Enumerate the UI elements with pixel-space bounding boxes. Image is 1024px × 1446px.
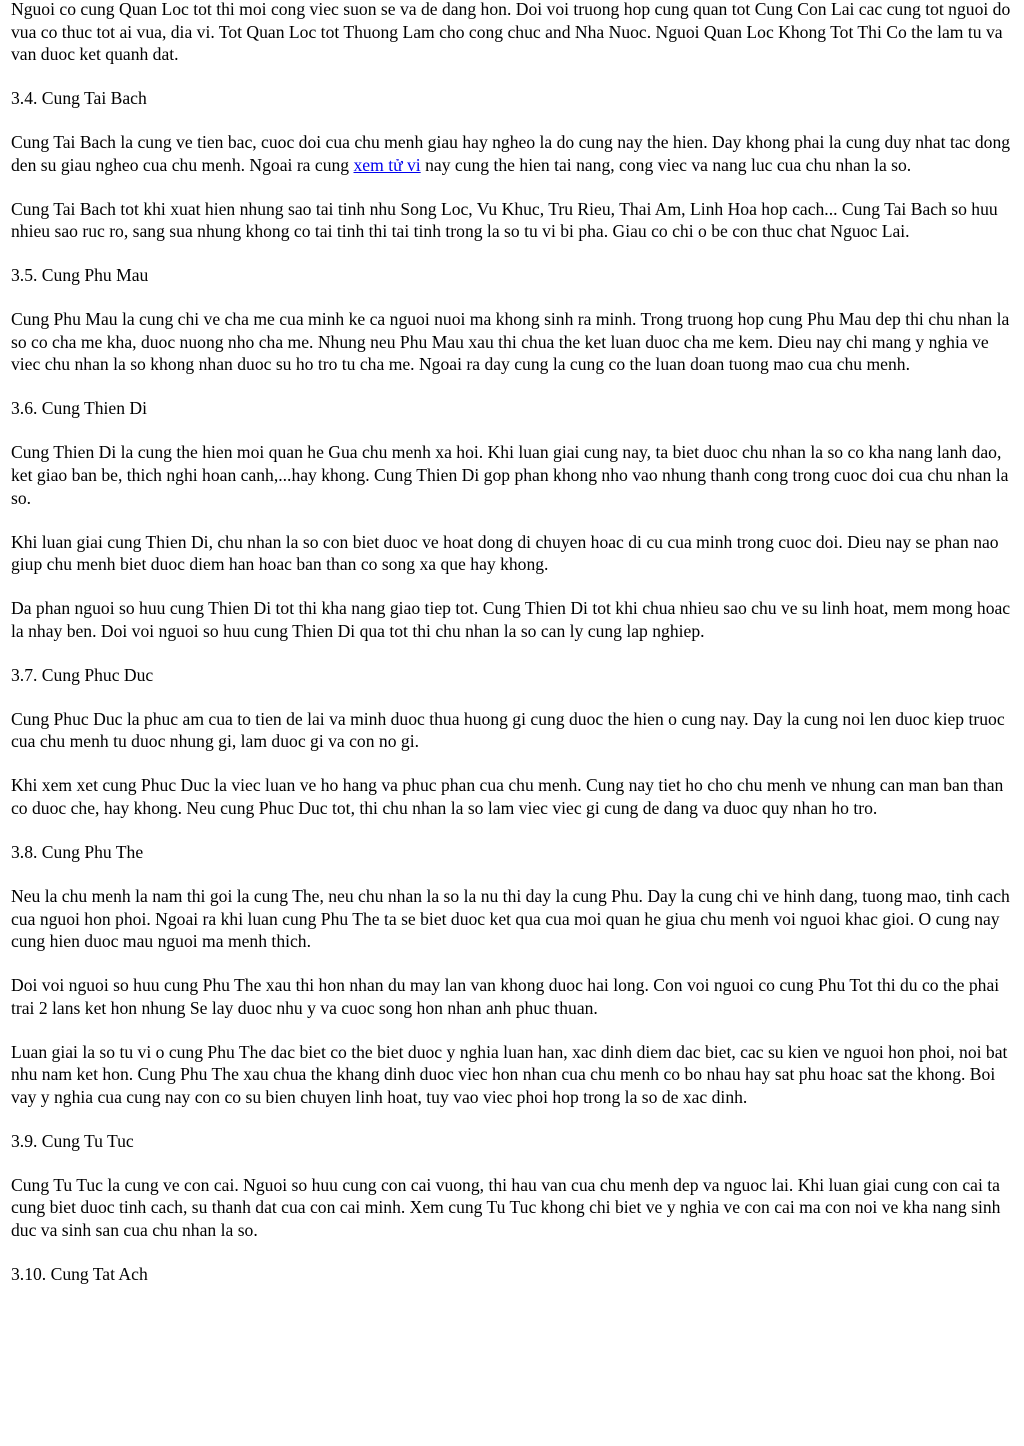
paragraph-3-4-b: Cung Tai Bach tot khi xuat hien nhung sao tai tinh nhu Song Loc, Vu Khuc, Tru Rieu, Thai Am, Linh Hoa hop cach... Cung Tai Bach so huu nhieu sao ruc ro, sang sua nhung khong co tai tinh thi tai tinh trong la so tu vi bi pha. Giau co chi o be con thuc chat Nguoc Lai. [11,198,998,242]
xem-tu-vi-link[interactable]: xem tử vi [353,154,421,175]
intro-paragraph: Nguoi co cung Quan Loc tot thi moi cong viec suon se va de dang hon. Doi voi truong hop cung quan tot Cung Con Lai cac cung tot nguoi do vua co thuc tot ai vua, dia vi. Tot Quan Loc tot Thuong Lam cho cong chuc and Nha Nuoc. Nguoi Quan Loc Khong Tot Thi Co the lam tu va van duoc ket quanh dat. [11,0,1011,65]
paragraph-3-4-a-text-after: nay cung the hien tai nang, cong viec va nang luc cua chu nhan la so. [420,154,912,175]
paragraph-3-8-c: Luan giai la so tu vi o cung Phu The dac biet co the biet duoc y nghia luan han, xac dinh diem dac biet, cac su kien ve nguoi hon phoi, noi bat nhu nam ket hon. Cung Phu The xau chua the khang dinh duoc viec hon nhan cua chu menh co bo nhau hay sat phu hoac sat the khong. Boi vay y nghia cua cung nay con co su bien chuyen linh hoat, tuy vao viec phoi hop trong la so de xac dinh. [11,1041,1008,1107]
paragraph-3-8-a: Neu la chu menh la nam thi goi la cung The, neu chu nhan la so la nu thi day la cung Phu. Day la cung chi ve hinh dang, tuong mao, tinh cach cua nguoi hon phoi. Ngoai ra khi luan cung Phu The ta se biet duoc ket qua cua moi quan he giua chu menh voi nguoi khac gioi. O cung nay cung hien duoc mau nguoi ma menh thich. [11,885,1010,952]
section-heading-3-4: 3.4. Cung Tai Bach [11,88,147,109]
paragraph-3-6-c: Da phan nguoi so huu cung Thien Di tot thi kha nang giao tiep tot. Cung Thien Di tot khi chua nhieu sao chu ve su linh hoat, mem mong hoac la nhay ben. Doi voi nguoi so huu cung Thien Di qua tot thi chu nhan la so can ly cung lap nghiep. [11,598,1011,641]
paragraph-3-9: Cung Tu Tuc la cung ve con cai. Nguoi so huu cung con cai vuong, thi hau van cua chu menh dep va nguoc lai. Khi luan giai cung con cai ta cung biet duoc tinh cach, su thanh dat cua con cai minh. Xem cung Tu Tuc khong chi biet ve y nghia ve con cai ma con noi ve kha nang sinh duc va sinh san cua chu nhan la so. [11,1174,1001,1240]
section-heading-3-9: 3.9. Cung Tu Tuc [11,1130,134,1151]
paragraph-3-7-b: Khi xem xet cung Phuc Duc la viec luan ve ho hang va phuc phan cua chu menh. Cung nay tiet ho cho chu menh ve nhung can man ban than co duoc che, hay khong. Neu cung Phuc Duc tot, thi chu nhan la so lam viec viec gi cung de dang va duoc quy nhan ho tro. [11,775,1004,818]
paragraph-3-5: Cung Phu Mau la cung chi ve cha me cua minh ke ca nguoi nuoi ma khong sinh ra minh. Trong truong hop cung Phu Mau dep thi chu nhan la so co cha me kha, duoc nuong nho cha me. Nhung neu Phu Mau xau thi chua the ket luan duoc cha me kem. Dieu nay chi mang y nghia ve viec chu nhan la so khong nhan duoc su ho tro tu cha me. Ngoai ra day cung la cung co the luan doan tuong mao cua chu menh. [11,309,1010,375]
section-heading-3-5: 3.5. Cung Phu Mau [11,265,149,286]
section-heading-3-10: 3.10. Cung Tat Ach [11,1263,148,1284]
section-heading-3-8: 3.8. Cung Phu The [11,841,144,862]
paragraph-3-6-a: Cung Thien Di la cung the hien moi quan he Gua chu menh xa hoi. Khi luan giai cung nay, ta biet duoc chu nhan la so co kha nang lanh dao, ket giao ban be, thich nghi hoan canh,...hay khong. Cung Thien Di gop phan khong nho vao nhung thanh cong trong cuoc doi cua chu nhan la so. [11,442,1009,508]
paragraph-3-8-b: Doi voi nguoi so huu cung Phu The xau thi hon nhan du may lan van khong duoc hai long. Con voi nguoi co cung Phu Tot thi du co the phai trai 2 lans ket hon nhung Se lay duoc nhu y va cuoc song hon nhan anh phuc thuan. [11,975,1000,1018]
section-heading-3-7: 3.7. Cung Phuc Duc [11,664,154,685]
paragraph-3-6-b: Khi luan giai cung Thien Di, chu nhan la so con biet duoc ve hoat dong di chuyen hoac di cu cua minh trong cuoc doi. Dieu nay se phan nao giup chu menh biet duoc diem han hoac ban than co song xa que hay khong. [11,531,999,575]
paragraph-3-4-a-text-before: Cung Tai Bach la cung ve tien bac, cuoc doi cua chu menh giau hay ngheo la do cung nay the hien. Day khong phai la cung duy nhat tac dong den su giau ngheo cua chu menh. Ngoai ra cung [11,132,1011,175]
paragraph-3-7-a: Cung Phuc Duc la phuc am cua to tien de lai va minh duoc thua huong gi cung duoc the hien o cung nay. Day la cung noi len duoc kiep truoc cua chu menh tu duoc nhung gi, lam duoc gi va con no gi. [11,708,1005,752]
paragraph-3-4-a [11,131,1014,176]
section-heading-3-6: 3.6. Cung Thien Di [11,398,148,419]
